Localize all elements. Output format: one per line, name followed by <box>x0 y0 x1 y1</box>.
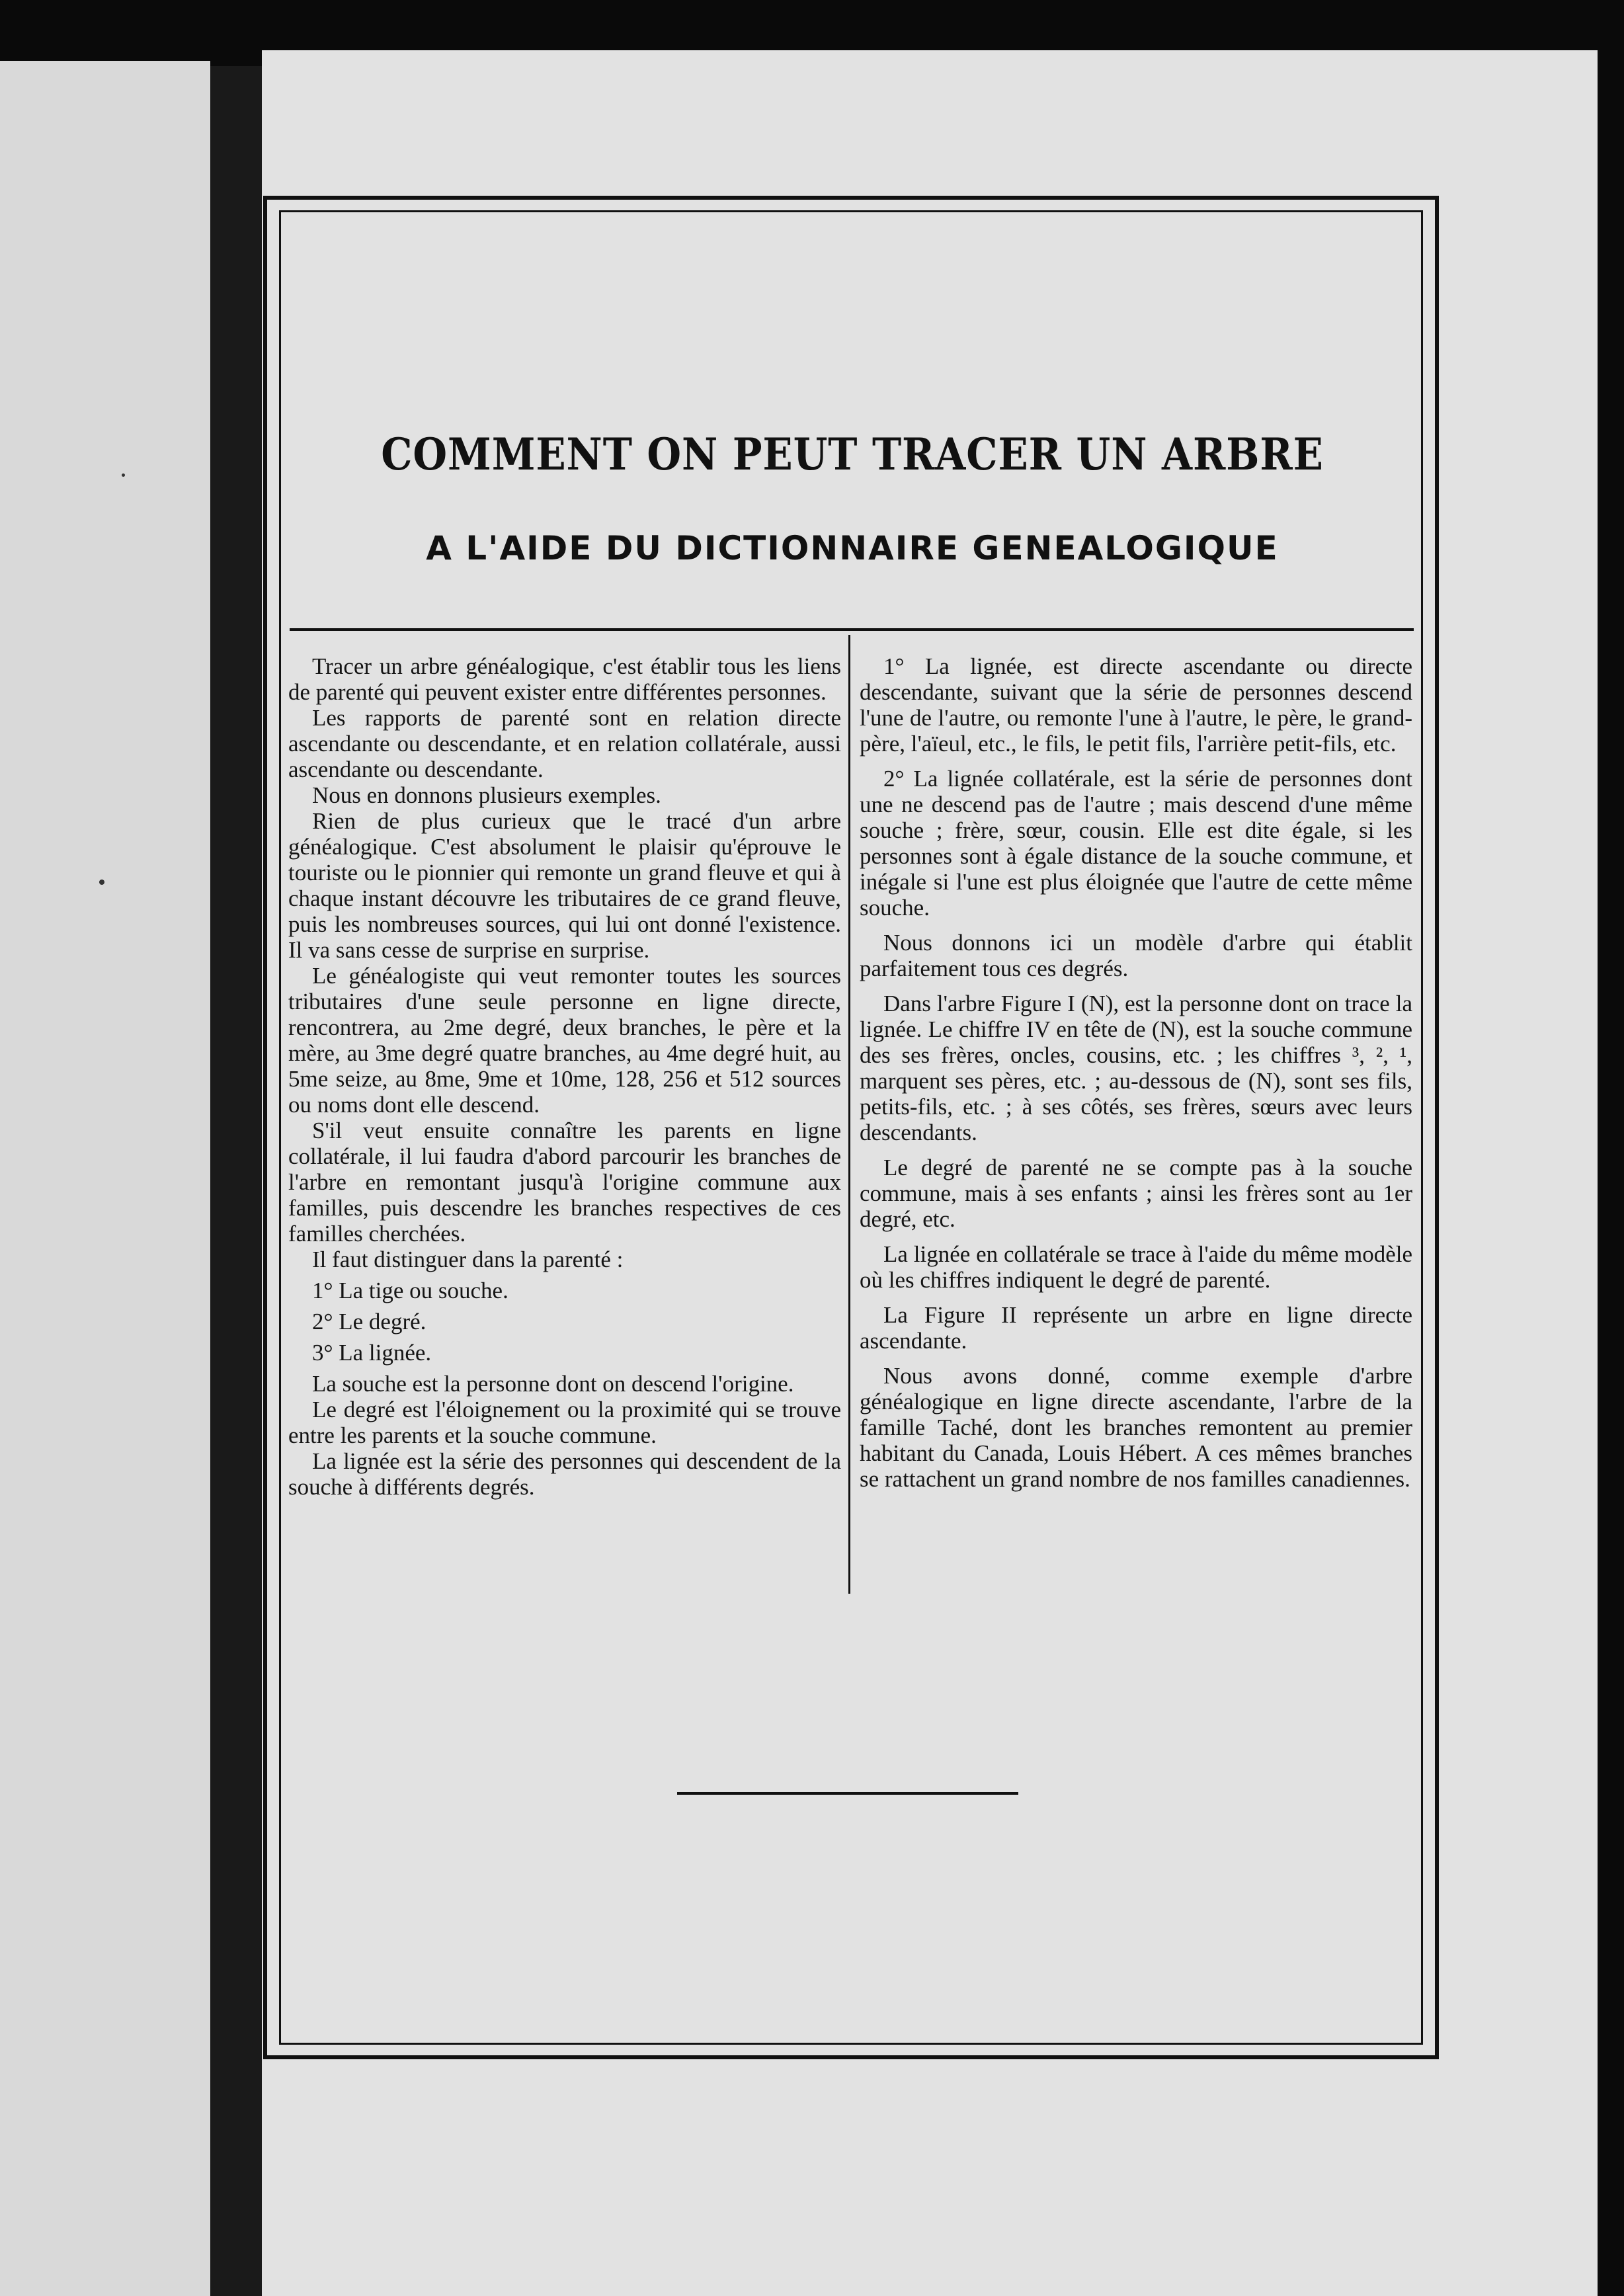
facing-page <box>0 61 210 2296</box>
page-title: COMMENT ON PEUT TRACER UN ARBRE <box>381 429 1324 480</box>
paragraph: Nous en donnons plusieurs exemples. <box>312 782 661 808</box>
paragraph: 1° La lignée, est directe ascendante ou directe descendante, suivant que la série de personnes descend l'une de l'autre, ou remonte l'une à l'autre, le père, le grand-père, l'aïeul, etc., le fils, le petit fils, l'arrière petit-fils, etc. <box>860 653 1412 757</box>
left-column <box>288 653 841 1500</box>
paragraph: Les rapports de parenté sont en relation directe ascendante ou descendante, et en relation collatérale, aussi ascendante ou descendante. <box>288 705 841 782</box>
paragraph: La lignée est la série des personnes qui descendent de la souche à différents degrés. <box>288 1448 841 1500</box>
paragraph: La lignée en collatérale se trace à l'aide du même modèle où les chiffres indiquent le degré de parenté. <box>860 1241 1412 1293</box>
column-divider <box>848 635 850 1594</box>
paragraph: La souche est la personne dont on descend l'origine. <box>312 1371 794 1397</box>
speck <box>99 880 104 885</box>
page-subtitle: A L'AIDE DU DICTIONNAIRE GENEALOGIQUE <box>426 529 1279 567</box>
paragraph: Le degré de parenté ne se compte pas à la souche commune, mais à ses enfants ; ainsi les frères sont au 1er degré, etc. <box>860 1155 1412 1232</box>
paragraph: S'il veut ensuite connaître les parents en ligne collatérale, il lui faudra d'abord parcourir les branches de l'arbre en remontant jusqu'à l'origine commune aux familles, puis descendre les branches respectives de ces familles cherchées. <box>288 1118 841 1247</box>
paragraph: Dans l'arbre Figure I (N), est la personne dont on trace la lignée. Le chiffre IV en tête de (N), est la souche commune des ses frères, oncles, cousins, etc. ; les chiffres ³, ², ¹, marquent ses pères, etc. ; au-dessous de (N), sont ses fils, petits-fils, etc. ; à ses côtés, ses frères, sœurs avec leurs descendants. <box>860 991 1412 1145</box>
right-column <box>860 653 1412 1492</box>
paragraph: Nous avons donné, comme exemple d'arbre généalogique en ligne directe ascendante, l'arbre de la famille Taché, dont les branches remontent au premier habitant du Canada, Louis Hébert. A ces mêmes branches se rattachent un grand nombre de nos familles canadiennes. <box>860 1363 1412 1492</box>
paragraph: Rien de plus curieux que le tracé d'un arbre généalogique. C'est absolument le plaisir qu'éprouve le touriste ou le pionnier qui remonte un grand fleuve et qui à chaque instant découvre les tributaires de ce grand fleuve, puis les nombreuses sources, qui lui ont donné l'existence. Il va sans cesse de surprise en surprise. <box>288 808 841 963</box>
paragraph: Nous donnons ici un modèle d'arbre qui établit parfaitement tous ces degrés. <box>860 930 1412 981</box>
speck <box>122 473 125 477</box>
paragraph: Le degré est l'éloignement ou la proximité qui se trouve entre les parents et la souche commune. <box>288 1397 841 1448</box>
book-gutter <box>210 66 262 2296</box>
paragraph: Il faut distinguer dans la parenté : <box>312 1247 624 1272</box>
list-item: 2° Le degré. <box>312 1309 426 1334</box>
list-item: 3° La lignée. <box>312 1340 432 1366</box>
list-item: 1° La tige ou souche. <box>312 1278 508 1303</box>
paragraph: Tracer un arbre généalogique, c'est établir tous les liens de parenté qui peuvent exister entre différentes personnes. <box>288 653 841 705</box>
paragraph: La Figure II représente un arbre en ligne directe ascendante. <box>860 1302 1412 1354</box>
paragraph: 2° La lignée collatérale, est la série de personnes dont une ne descend pas de l'autre ; mais descend d'une même souche ; frère, sœur, cousin. Elle est dite égale, si les personnes sont à égale distance de la souche commune, et inégale si l'une est plus éloignée que l'autre de cette même souche. <box>860 766 1412 921</box>
title-rule <box>290 628 1414 631</box>
paragraph: Le généalogiste qui veut remonter toutes les sources tributaires d'une seule personne en ligne directe, rencontrera, au 2me degré, deux branches, le père et la mère, au 3me degré quatre branches, au 4me degré huit, au 5me seize, au 8me, 9me et 10me, 128, 256 et 512 sources ou noms dont elle descend. <box>288 963 841 1118</box>
closing-rule <box>677 1792 1018 1795</box>
